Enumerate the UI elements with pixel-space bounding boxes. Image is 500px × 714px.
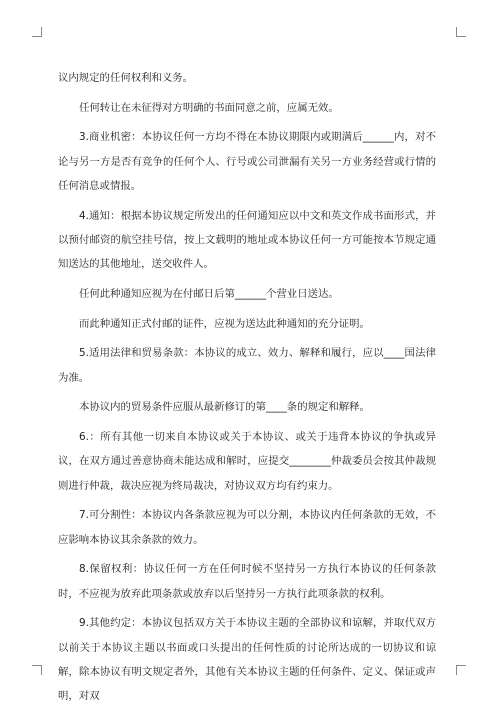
paragraph-notice: 4.通知：根据本协议规定所发出的任何通知应以中文和英文作成书面形式，并以预付邮资的航空挂号信，按上文载明的地址或本协议任何一方可能按本节规定通知送达的其他地址，送交收件人。	[58, 209, 436, 271]
paragraph-severability: 7.可分割性：本协议内各条款应视为可以分割，本协议内任何条款的无效，不应影响本协议其余条款的效力。	[58, 509, 436, 546]
paragraph-governing-law: 5.适用法律和贸易条款：本协议的成立、效力、解释和履行，应以____国法律为准。	[58, 347, 436, 384]
paragraph-other-agreements: 9.其他约定：本协议包括双方关于本协议主题的全部协议和谅解，并取代双方以前关于本协议主题以书面或口头提出的任何性质的讨论所达成的一切协议和谅解，除本协议有明文规定者外，其他有关本协议主题的任何条件、定义、保证或声明，对双	[58, 617, 436, 703]
paragraph-trade-secret: 3.商业机密：本协议任何一方均不得在本协议期限内或期满后______内，对不论与另一方是否有竞争的任何个人、行号或公司泄漏有关另一方业务经营或行情的任何消息或情报。	[58, 131, 436, 192]
crop-mark-bottom-right	[456, 665, 466, 675]
crop-mark-top-left	[32, 27, 42, 37]
paragraph-continuation: 议内规定的任何权利和义务。	[58, 72, 194, 84]
crop-mark-top-right	[456, 27, 466, 37]
paragraph-arbitration: 6.：所有其他一切来自本协议或关于本协议、或关于违背本协议的争执或异议，在双方通过善意协商未能达成和解时，应提交________仲裁委员会按其仲裁规则进行仲裁，裁决应视为终局裁决，对协议双方均有约束力。	[58, 430, 436, 492]
paragraph-notice-delivery: 任何此种通知应视为在付邮日后第______个营业日送达。	[79, 288, 339, 300]
paragraph-reservation-of-rights: 8.保留权利：协议任何一方在任何时候不坚持另一方执行本协议的任何条款时，不应视为放弃此项条款或放弃以后坚持另一方执行此项条款的权利。	[58, 563, 436, 600]
document-body	[58, 66, 436, 714]
paragraph-trade-terms: 本协议内的贸易条件应服从最新修订的第____条的规定和解释。	[79, 401, 370, 414]
paragraph-notice-proof: 而此种通知正式付邮的证件，应视为送达此种通知的充分证明。	[79, 317, 370, 330]
paragraph-transfer-invalid: 任何转让在未征得对方明确的书面同意之前，应属无效。	[79, 101, 339, 114]
crop-mark-bottom-left	[32, 665, 42, 675]
